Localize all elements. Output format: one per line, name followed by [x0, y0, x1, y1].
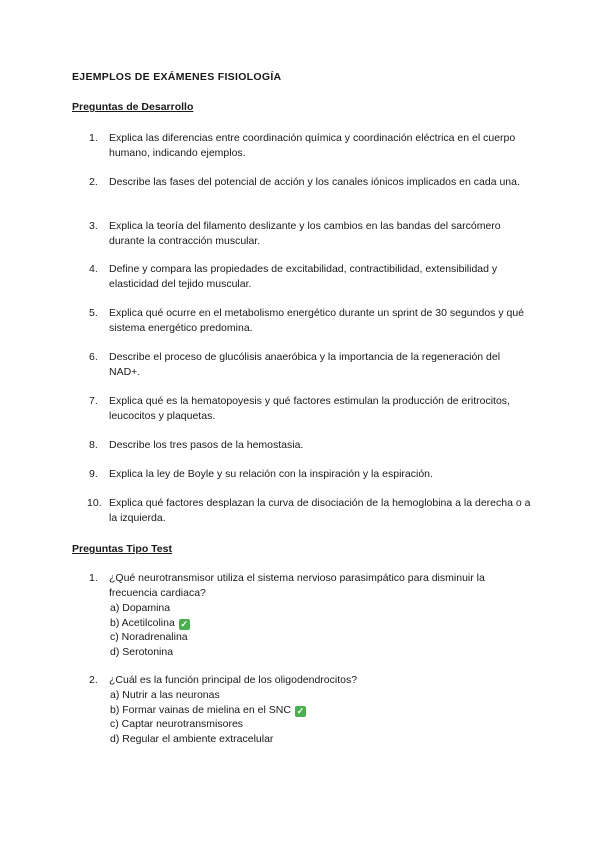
question-text: Explica las diferencias entre coordinación química y coordinación eléctrica en el cuerpo humano, indicando ejemplos. — [109, 132, 516, 159]
essay-question-8 — [72, 438, 532, 453]
essay-question-9 — [72, 467, 532, 482]
question-text: Define y compara las propiedades de excitabilidad, contractibilidad, extensibilidad y elasticidad del tejido muscular. — [109, 263, 498, 290]
question-text: ¿Cuál es la función principal de los oligodendrocitos? — [109, 674, 358, 686]
question-number: 2. — [89, 176, 98, 188]
question-number: 2. — [89, 674, 98, 686]
question-text: Describe los tres pasos de la hemostasia. — [109, 439, 304, 451]
question-number: 3. — [89, 220, 98, 232]
check-mark-icon: ✓ — [296, 705, 305, 716]
essay-question-3 — [72, 219, 532, 249]
test-question-2 — [72, 673, 532, 746]
question-number: 7. — [89, 395, 98, 407]
answer-option: c) Captar neurotransmisores — [110, 718, 244, 730]
essay-question-1 — [72, 131, 532, 161]
essay-question-6 — [72, 350, 532, 380]
question-number: 4. — [89, 263, 98, 275]
question-text: Explica qué ocurre en el metabolismo energético durante un sprint de 30 segundos y qué sistema energético predomina. — [109, 307, 525, 334]
question-number: 9. — [89, 468, 98, 480]
question-number: 5. — [89, 307, 98, 319]
section-heading-test: Preguntas Tipo Test — [72, 543, 172, 555]
essay-question-10 — [72, 496, 532, 526]
answer-options — [110, 601, 532, 659]
question-text: Explica qué es la hematopoyesis y qué factores estimulan la producción de eritrocitos, leucocitos y plaquetas. — [109, 395, 510, 422]
essay-question-7 — [72, 394, 532, 424]
question-number: 1. — [89, 572, 98, 584]
question-text: Explica la ley de Boyle y su relación con la inspiración y la espiración. — [109, 468, 433, 480]
essay-question-4 — [72, 262, 532, 292]
answer-option-correct: b) Acetilcolina ✓ — [110, 616, 189, 629]
answer-option: c) Noradrenalina — [110, 631, 188, 643]
answer-option: a) Dopamina — [110, 602, 171, 614]
question-number: 1. — [89, 132, 98, 144]
answer-option: d) Regular el ambiente extracelular — [110, 732, 274, 745]
question-text: Explica qué factores desplazan la curva de disociación de la hemoglobina a la derecha o a la izquierda. — [109, 497, 531, 524]
question-text: Explica la teoría del filamento deslizante y los cambios en las bandas del sarcómero durante la contracción muscular. — [109, 220, 501, 247]
answer-option-correct: b) Formar vainas de mielina en el SNC ✓ — [110, 703, 305, 716]
answer-options — [110, 688, 532, 746]
question-text: Describe el proceso de glucólisis anaeróbica y la importancia de la regeneración del NAD+. — [109, 351, 501, 378]
question-number: 6. — [89, 351, 98, 363]
answer-option: a) Nutrir a las neuronas — [110, 689, 220, 701]
question-text: ¿Qué neurotransmisor utiliza el sistema nervioso parasimpático para disminuir la frecuencia cardiaca? — [109, 572, 485, 599]
essay-question-2 — [72, 175, 532, 190]
test-question-1 — [72, 571, 532, 659]
question-text: Describe las fases del potencial de acción y los canales iónicos implicados en cada una. — [109, 176, 520, 188]
essay-question-5 — [72, 306, 532, 336]
answer-option: d) Serotonina — [110, 645, 174, 658]
document-title: EJEMPLOS DE EXÁMENES FISIOLOGÍA — [72, 71, 282, 83]
check-mark-icon: ✓ — [180, 618, 189, 629]
question-number: 10. — [87, 497, 102, 509]
section-heading-desarrollo: Preguntas de Desarrollo — [72, 101, 194, 113]
question-number: 8. — [89, 439, 98, 451]
